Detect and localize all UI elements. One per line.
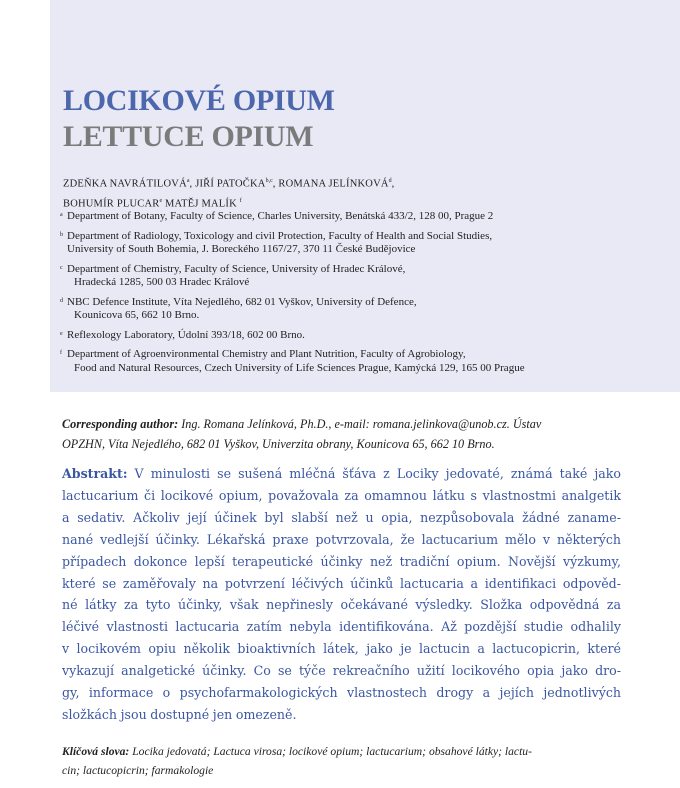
abstract-line: vykazují analgetické účinky. Co se týče rekreačního užití locikového opia jako dro-: [62, 663, 621, 679]
affiliation-line: University of South Bohemia, J. Boreckého 1167/27, 370 11 České Budějovice: [67, 243, 416, 255]
abstract-line: a sedativ. Ačkoliv její účinek byl slabší než u opia, nezpůsobovala žádné zaname-: [62, 509, 621, 525]
abstract-line: né látky za tyto účinky, však nepřinesly očekávané výsledky. Složka odpovědná za: [62, 597, 621, 613]
corresponding-author-text: OPZHN, Víta Nejedlého, 682 01 Vyškov, Univerzita obrany, Kounicova 65, 662 10 Brno.: [62, 437, 495, 451]
abstract-line: které se zaměřovaly na potvrzení léčivých účinků lactucaria a identifikaci odpověd-: [62, 575, 621, 591]
corresponding-author-text: Ing. Romana Jelínková, Ph.D., e-mail: romana.jelinkova@unob.cz. Ústav: [178, 417, 542, 431]
title-czech: LOCIKOVÉ OPIUM: [63, 84, 335, 117]
title-english: LETTUCE OPIUM: [63, 120, 314, 153]
author-line-1: ZDEŇKA NAVRÁTILOVÁ$^a$, JIŘÍ PATOČKA$^{b,c}$, ROMANA JELÍNKOVÁ$^d$,: [63, 178, 395, 190]
affiliation-item: [60, 263, 660, 290]
abstract-line: v locikovém opiu několik bioaktivních látek, jako je lactucin a lactucopicrin, které: [62, 641, 621, 657]
abstract-line: gy, informace o psychofarmakologických vlastnostech drogy a jejích jednotlivých: [62, 685, 621, 701]
affiliation-line: Department of Agroenvironmental Chemistry and Plant Nutrition, Faculty of Agrobiology,: [67, 348, 466, 360]
affiliation-mark: f: [60, 350, 62, 356]
affiliation-line: Food and Natural Resources, Czech University of Life Sciences Prague, Kamýcká 129, 165 00 Prague: [74, 361, 525, 374]
affiliation-list: [60, 210, 660, 381]
author-name: ROMANA JELÍNKOVÁ: [278, 178, 389, 190]
abstract-line: léčivé vlastnosti lactucaria zatím nebyla identifikována. Až pozdější studie odhalily: [62, 619, 621, 635]
affiliation-line: Kounicova 65, 662 10 Brno.: [74, 309, 200, 321]
affiliation-item: [60, 348, 660, 375]
affiliation-item: [60, 329, 660, 343]
affiliation-line: Department of Radiology, Toxicology and civil Protection, Faculty of Health and Social Studies,: [67, 229, 493, 242]
affiliation-line: Reflexology Laboratory, Údolní 393/18, 602 00 Brno.: [67, 328, 305, 341]
author-name: ZDEŇKA NAVRÁTILOVÁ: [63, 178, 187, 190]
abstract-text: V minulosti se sušená mléčná šťáva z Lociky jedovaté, známá také jako: [127, 466, 621, 481]
abstract-line: případech dokonce lepší terapeutické účinky než tradiční opium. Novější výzkumy,: [62, 553, 621, 569]
abstract-line: lactucarium či locikové opium, považovala za omamnou látku s vlastnostmi analgetik: [62, 487, 621, 503]
keywords-text: cin; lactucopicrin; farmakologie: [62, 764, 214, 777]
affiliation-item: [60, 296, 660, 323]
affiliation-item: [60, 210, 660, 224]
abstract: [62, 463, 621, 726]
affiliation-mark: a: [60, 212, 63, 218]
author-name: MATĚJ MALÍK: [164, 198, 237, 209]
corresponding-author: [62, 414, 642, 454]
author-affiliation-mark: d: [388, 178, 392, 184]
author-name: JIŘÍ PATOČKA: [195, 178, 266, 190]
abstract-line: [62, 463, 621, 485]
affiliation-mark: d: [60, 297, 63, 304]
abstract-line: nané vedlejší účinky. Lékařská praxe potvrzovala, že lactucarium mělo v některých: [62, 531, 621, 547]
corresponding-author-label: Corresponding author:: [62, 417, 179, 431]
affiliation-item: [60, 230, 660, 257]
abstract-label: Abstrakt:: [62, 466, 128, 481]
affiliation-line: Department of Chemistry, Faculty of Science, University of Hradec Králové,: [67, 262, 406, 275]
keywords-label: Klíčová slova:: [62, 745, 130, 758]
affiliation-line: Hradecká 1285, 500 03 Hradec Králové: [74, 276, 250, 288]
author-affiliation-mark: f: [239, 197, 242, 204]
author-affiliation-mark: a: [186, 178, 190, 184]
affiliation-line: Department of Botany, Faculty of Science, Charles University, Benátská 433/2, 128 00, Prague 2: [67, 210, 494, 222]
affiliation-mark: b: [60, 231, 63, 238]
abstract-line: složkách jsou dostupné jen omezeně.: [62, 706, 297, 722]
author-name: BOHUMÍR PLUCAR: [63, 198, 160, 209]
author-affiliation-mark: b,c: [265, 178, 273, 184]
affiliation-mark: c: [60, 264, 63, 271]
author-affiliation-mark: e: [159, 197, 163, 204]
keywords-text: Locika jedovatá; Lactuca virosa; locikové opium; lactucarium; obsahové látky; lactu-: [129, 745, 532, 758]
author-list: [63, 173, 623, 212]
affiliation-line: NBC Defence Institute, Víta Nejedlého, 682 01 Vyškov, University of Defence,: [67, 295, 417, 308]
affiliation-mark: e: [60, 330, 63, 337]
keywords: [62, 742, 622, 780]
